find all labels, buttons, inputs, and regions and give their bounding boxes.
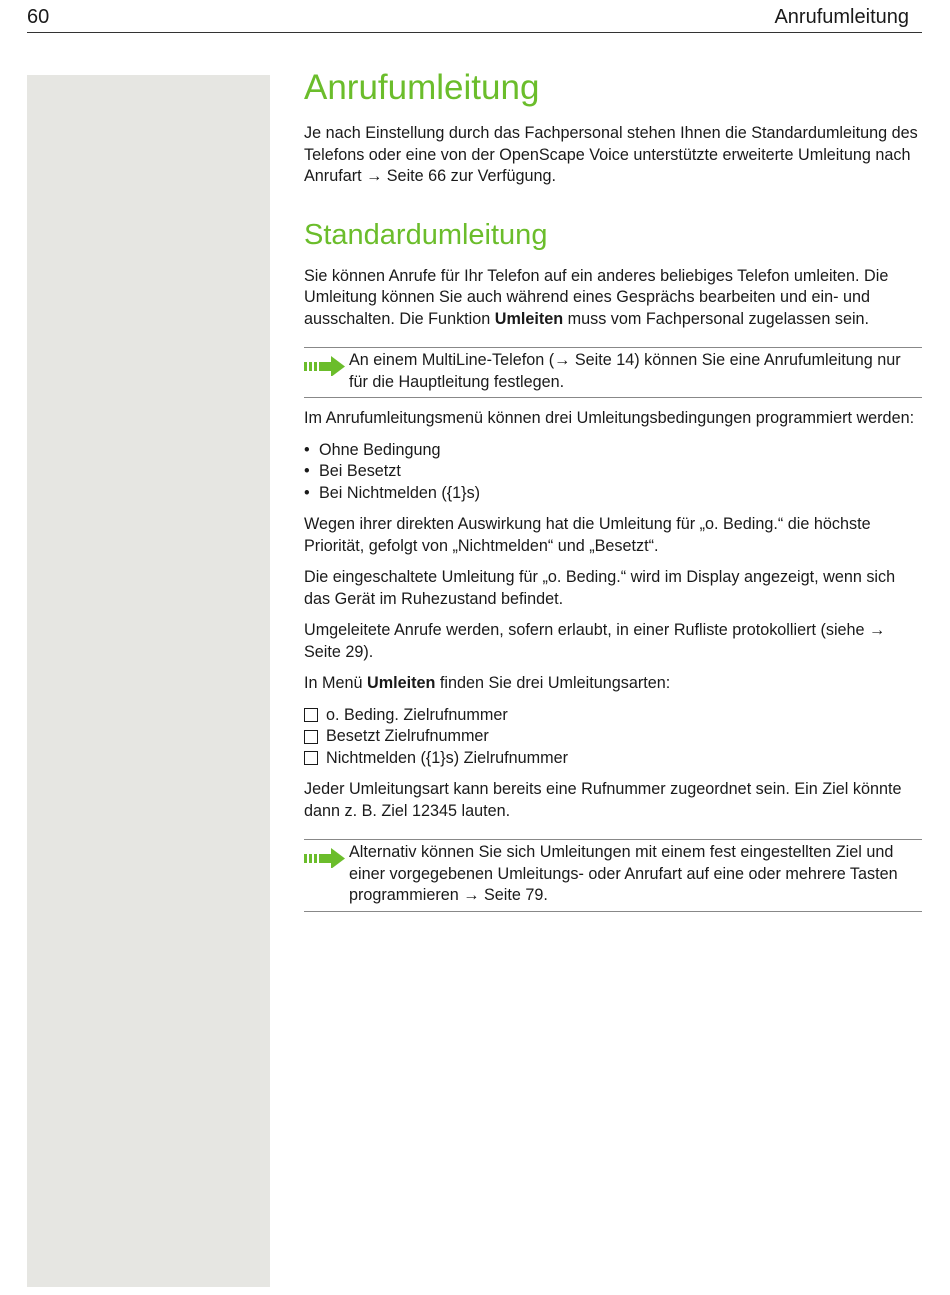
- running-header-title: Anrufumleitung: [774, 6, 909, 28]
- list-item: • Bei Nichtmelden ({1}s): [304, 483, 922, 505]
- note-text: Alternativ können Sie sich Umleitungen mit einem fest eingestellten Ziel und einer vorgegebenen Umleitungs- oder Anrufart auf eine oder mehrere Tasten programmieren → Seite 79.: [349, 843, 898, 904]
- section-title: Standardumleitung: [304, 218, 548, 251]
- note-arrow-icon: [304, 350, 349, 383]
- conditions-list: [304, 440, 922, 505]
- paragraph-4: Die eingeschaltete Umleitung für „o. Beding.“ wird im Display angezeigt, wenn sich das Gerät im Ruhezustand befindet.: [304, 568, 896, 608]
- list-item: • Bei Besetzt: [304, 461, 922, 483]
- list-item: Besetzt Zielrufnummer: [304, 726, 922, 748]
- main-content: [304, 66, 922, 922]
- paragraph-5: Umgeleitete Anrufe werden, sofern erlaubt, in einer Rufliste protokolliert (siehe → Seite 29).: [304, 621, 886, 661]
- header-rule: [27, 32, 922, 33]
- margin-sidebar: [27, 75, 270, 1287]
- list-item: o. Beding. Zielrufnummer: [304, 705, 922, 727]
- paragraph-2: Im Anrufumleitungsmenü können drei Umleitungsbedingungen programmiert werden:: [304, 409, 915, 427]
- bold-term: Umleiten: [367, 674, 436, 692]
- paragraph-1: Sie können Anrufe für Ihr Telefon auf ein anderes beliebiges Telefon umleiten. Die Umleitung können Sie auch während eines Gesprächs bearbeiten und ein- und ausschalten. Die Funktion Umleiten muss vom Fachpersonal zugelassen sein.: [304, 266, 889, 328]
- note-text: An einem MultiLine-Telefon (→ Seite 14) können Sie eine Anrufumleitung nur für die Hauptleitung festlegen.: [349, 351, 901, 391]
- page-number: 60: [27, 6, 50, 28]
- checkbox-square-icon: [304, 730, 318, 744]
- note-box: [304, 347, 922, 398]
- page-title: Anrufumleitung: [304, 68, 540, 107]
- paragraph-6: In Menü Umleiten finden Sie drei Umleitungsarten:: [304, 674, 671, 692]
- intro-paragraph: Je nach Einstellung durch das Fachpersonal stehen Ihnen die Standardumleitung des Telefons oder eine von der OpenScape Voice unterstützte erweiterte Umleitung nach Anrufart → Seite 66 zur Verfügung.: [304, 124, 918, 185]
- paragraph-7: Jeder Umleitungsart kann bereits eine Rufnummer zugeordnet sein. Ein Ziel könnte dann z. B. Ziel 12345 lauten.: [304, 780, 902, 820]
- bold-term: Umleiten: [494, 309, 564, 328]
- list-item: Nichtmelden ({1}s) Zielrufnummer: [304, 748, 922, 770]
- checkbox-square-icon: [304, 751, 318, 765]
- paragraph-3: Wegen ihrer direkten Auswirkung hat die Umleitung für „o. Beding.“ die höchste Priorität, gefolgt von „Nichtmelden“ und „Besetzt“.: [304, 515, 871, 555]
- note-arrow-icon: [304, 842, 349, 875]
- list-item: • Ohne Bedingung: [304, 440, 922, 462]
- checkbox-square-icon: [304, 708, 318, 722]
- forwarding-types-list: [304, 705, 922, 770]
- note-box: [304, 839, 922, 912]
